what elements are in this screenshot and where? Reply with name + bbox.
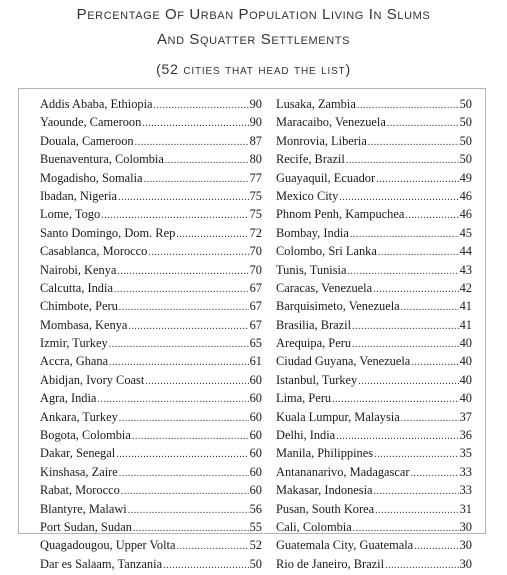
list-item (276, 263, 472, 281)
dot-leader (117, 266, 248, 277)
dot-leader (410, 468, 458, 479)
percentage-value: 41 (459, 299, 472, 314)
percentage-value: 31 (459, 501, 472, 516)
percentage-value: 50 (459, 115, 472, 130)
percentage-value: 36 (459, 428, 472, 443)
city-name: Guatemala City, Guatemala (276, 538, 414, 553)
dot-leader (411, 357, 458, 368)
percentage-value: 90 (249, 115, 262, 130)
page-subtitle: (52 cities that head the list) (156, 61, 351, 77)
city-name: Phnom Penh, Kampuchea (276, 207, 405, 222)
dot-leader (165, 155, 249, 166)
list-item (276, 465, 472, 483)
dot-leader (116, 449, 248, 460)
city-name: Antananarivo, Madagascar (276, 464, 410, 479)
list-item (40, 520, 262, 538)
percentage-value: 42 (459, 280, 472, 295)
list-item (276, 354, 472, 372)
list-item (40, 391, 262, 409)
percentage-value: 75 (249, 188, 262, 203)
percentage-value: 67 (249, 317, 262, 332)
dot-leader (336, 431, 458, 442)
dot-leader (101, 210, 248, 221)
percentage-value: 90 (249, 97, 262, 111)
list-item (40, 281, 262, 299)
dot-leader (405, 210, 458, 221)
dot-leader (373, 284, 459, 295)
city-name: Maracaibo, Venezuela (276, 115, 386, 130)
list-item (276, 226, 472, 244)
city-name: Calcutta, India (40, 280, 113, 295)
dot-leader (118, 192, 249, 203)
percentage-value: 60 (249, 409, 262, 424)
percentage-value: 56 (249, 501, 262, 516)
percentage-value: 60 (249, 446, 262, 461)
city-name: Recife, Brazil (276, 152, 345, 167)
list-item (40, 318, 262, 336)
city-name: Nairobi, Kenya (40, 262, 117, 277)
dot-leader (414, 541, 458, 552)
dot-leader (376, 174, 459, 185)
list-item (276, 373, 472, 391)
percentage-value: 60 (249, 483, 262, 498)
dot-leader (132, 431, 249, 442)
percentage-value: 40 (459, 354, 472, 369)
percentage-value: 75 (249, 207, 262, 222)
percentage-value: 40 (459, 391, 472, 406)
list-item (276, 520, 472, 538)
city-name: Mexico City (276, 188, 339, 203)
list-item (40, 354, 262, 372)
city-name: Rio de Janeiro, Brazil (276, 556, 385, 571)
city-name: Port Sudan, Sudan (40, 519, 132, 534)
percentage-value: 49 (459, 170, 472, 185)
percentage-value: 61 (249, 354, 262, 369)
right-city-column (276, 97, 472, 575)
list-item (276, 446, 472, 464)
list-item (276, 410, 472, 428)
dot-leader (348, 266, 459, 277)
city-name: Chimbote, Peru (40, 299, 118, 314)
city-name: Blantyre, Malawi (40, 501, 127, 516)
city-name: Bogota, Colombia (40, 428, 131, 443)
percentage-value: 30 (459, 556, 472, 571)
list-item (40, 207, 262, 225)
city-name: Bombay, India (276, 225, 349, 240)
list-item (276, 97, 472, 115)
list-item (40, 226, 262, 244)
list-item (276, 428, 472, 446)
city-name: Addis Ababa, Ethiopia (40, 97, 153, 111)
city-name: Makasar, Indonesia (276, 483, 373, 498)
percentage-value: 30 (459, 519, 472, 534)
percentage-value: 45 (459, 225, 472, 240)
dot-leader (375, 505, 459, 516)
list-item (40, 446, 262, 464)
city-name: Izmir, Turkey (40, 336, 108, 351)
dot-leader (119, 468, 249, 479)
list-item (40, 263, 262, 281)
city-name: Monrovia, Liberia (276, 133, 367, 148)
dot-leader (128, 505, 249, 516)
dot-leader (145, 376, 248, 387)
city-name: Cali, Colombia (276, 519, 352, 534)
percentage-value: 37 (459, 409, 472, 424)
list-item (276, 244, 472, 262)
percentage-value: 60 (249, 464, 262, 479)
page-title: Percentage Of Urban Population Living In Slums (76, 6, 431, 23)
list-item (40, 373, 262, 391)
dot-leader (332, 394, 459, 405)
list-item (276, 336, 472, 354)
dot-leader (128, 321, 248, 332)
percentage-value: 40 (459, 372, 472, 387)
list-item (276, 115, 472, 133)
city-name: Dakar, Senegal (40, 446, 116, 461)
city-name: Istanbul, Turkey (276, 372, 358, 387)
city-name: Accra, Ghana (40, 354, 109, 369)
list-item (276, 557, 472, 575)
dot-leader (176, 541, 248, 552)
list-item (276, 281, 472, 299)
percentage-value: 46 (459, 188, 472, 203)
dot-leader (119, 413, 249, 424)
list-item (40, 428, 262, 446)
percentage-value: 50 (459, 152, 472, 167)
city-name: Kinshasa, Zaire (40, 464, 118, 479)
dot-leader (135, 137, 249, 148)
dot-leader (133, 523, 249, 534)
list-item (40, 538, 262, 556)
dot-leader (109, 357, 249, 368)
list-item (40, 152, 262, 170)
dot-leader (374, 449, 459, 460)
percentage-value: 41 (459, 317, 472, 332)
dot-leader (109, 339, 249, 350)
percentage-value: 40 (459, 336, 472, 351)
dot-leader (387, 118, 459, 129)
list-item (40, 134, 262, 152)
dot-leader (121, 486, 249, 497)
city-list-box (18, 88, 486, 571)
list-item (40, 336, 262, 354)
percentage-value: 50 (249, 556, 262, 571)
percentage-value: 52 (249, 538, 262, 553)
percentage-value: 55 (249, 519, 262, 534)
city-name: Barquisimeto, Venezuela (276, 299, 400, 314)
city-name: Mogadisho, Somalia (40, 170, 143, 185)
list-item (40, 244, 262, 262)
city-name: Pusan, South Korea (276, 501, 375, 516)
dot-leader (368, 137, 459, 148)
city-name: Casablanca, Morocco (40, 244, 148, 259)
dot-leader (350, 229, 459, 240)
list-item (276, 502, 472, 520)
percentage-value: 33 (459, 464, 472, 479)
city-name: Lima, Peru (276, 391, 332, 406)
dot-leader (357, 100, 459, 111)
percentage-value: 70 (249, 244, 262, 259)
percentage-value: 87 (249, 133, 262, 148)
city-name: Santo Domingo, Dom. Rep (40, 225, 176, 240)
dot-leader (144, 174, 249, 185)
percentage-value: 33 (459, 483, 472, 498)
city-name: Rabat, Morocco (40, 483, 120, 498)
page-title-line-2: And Squatter Settlements (156, 31, 351, 48)
city-name: Arequipa, Peru (276, 336, 352, 351)
city-name: Douala, Cameroon (40, 133, 134, 148)
percentage-value: 70 (249, 262, 262, 277)
city-name: Agra, India (40, 391, 97, 406)
city-name: Buenaventura, Colombia (40, 152, 164, 167)
city-name: Ciudad Guyana, Venezuela (276, 354, 411, 369)
city-name: Colombo, Sri Lanka (276, 244, 377, 259)
dot-leader (353, 523, 459, 534)
dot-leader (346, 155, 459, 166)
list-item (276, 189, 472, 207)
percentage-value: 46 (459, 207, 472, 222)
list-item (40, 189, 262, 207)
list-item (40, 171, 262, 189)
list-item (276, 483, 472, 501)
list-item (40, 483, 262, 501)
city-name: Brasilia, Brazil (276, 317, 352, 332)
dot-leader (401, 302, 459, 313)
percentage-value: 60 (249, 428, 262, 443)
dot-leader (148, 247, 248, 258)
list-item (276, 391, 472, 409)
dot-leader (97, 394, 248, 405)
percentage-value: 80 (249, 152, 262, 167)
city-name: Abidjan, Ivory Coast (40, 372, 145, 387)
list-item (40, 465, 262, 483)
dot-leader (352, 321, 459, 332)
left-city-column (40, 97, 262, 575)
percentage-value: 35 (459, 446, 472, 461)
city-name: Quagadougou, Upper Volta (40, 538, 176, 553)
list-item (40, 557, 262, 575)
percentage-value: 77 (249, 170, 262, 185)
dot-leader (352, 339, 459, 350)
percentage-value: 44 (459, 244, 472, 259)
city-name: Ibadan, Nigeria (40, 188, 118, 203)
dot-leader (142, 118, 248, 129)
list-item (276, 152, 472, 170)
percentage-value: 50 (459, 97, 472, 111)
city-name: Lome, Togo (40, 207, 101, 222)
city-name: Caracas, Venezuela (276, 280, 373, 295)
city-name: Dar es Salaam, Tanzania (40, 556, 163, 571)
percentage-value: 60 (249, 372, 262, 387)
city-name: Delhi, India (276, 428, 336, 443)
percentage-value: 72 (249, 225, 262, 240)
dot-leader (176, 229, 248, 240)
dot-leader (401, 413, 459, 424)
percentage-value: 67 (249, 299, 262, 314)
list-item (40, 115, 262, 133)
list-item (40, 502, 262, 520)
list-item (276, 538, 472, 556)
percentage-value: 67 (249, 280, 262, 295)
dot-leader (385, 560, 459, 571)
dot-leader (339, 192, 458, 203)
dot-leader (114, 284, 249, 295)
city-name: Manila, Philippines (276, 446, 374, 461)
percentage-value: 60 (249, 391, 262, 406)
list-item (276, 134, 472, 152)
list-item (276, 207, 472, 225)
dot-leader (378, 247, 459, 258)
city-name: Kuala Lumpur, Malaysia (276, 409, 400, 424)
city-name: Guayaquil, Ecuador (276, 170, 376, 185)
list-item (40, 97, 262, 115)
percentage-value: 50 (459, 133, 472, 148)
city-name: Mombasa, Kenya (40, 317, 128, 332)
list-item (276, 318, 472, 336)
dot-leader (358, 376, 458, 387)
city-name: Tunis, Tunisia (276, 262, 347, 277)
dot-leader (163, 560, 249, 571)
list-item (276, 299, 472, 317)
list-item (40, 299, 262, 317)
dot-leader (119, 302, 249, 313)
list-item (40, 410, 262, 428)
dot-leader (154, 100, 249, 111)
city-name: Yaounde, Cameroon (40, 115, 142, 130)
percentage-value: 30 (459, 538, 472, 553)
percentage-value: 43 (459, 262, 472, 277)
list-item (276, 171, 472, 189)
city-name: Ankara, Turkey (40, 409, 118, 424)
city-name: Lusaka, Zambia (276, 97, 356, 111)
dot-leader (374, 486, 459, 497)
percentage-value: 65 (249, 336, 262, 351)
